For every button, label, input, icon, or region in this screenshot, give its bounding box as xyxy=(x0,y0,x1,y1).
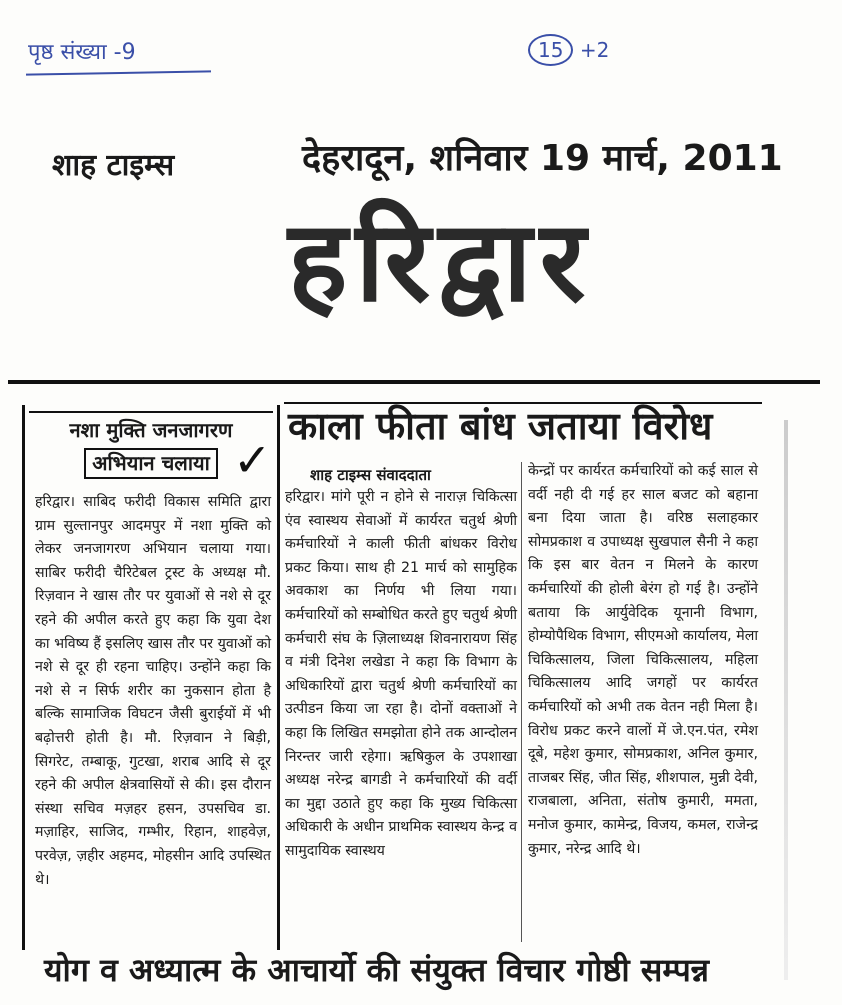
column-divider xyxy=(521,462,522,942)
handwritten-number-suffix: +2 xyxy=(579,38,610,62)
left-headline-line1: नशा मुक्ति जनजागरण xyxy=(29,411,273,444)
handwritten-underline xyxy=(26,70,211,75)
left-headline-line2: अभियान चलाया xyxy=(84,448,218,479)
handwritten-page-note: पृष्ठ संख्या -9 xyxy=(28,40,136,65)
checkmark-icon: ✓ xyxy=(233,433,272,487)
newspaper-name: शाह टाइम्स xyxy=(52,148,175,183)
main-article-headline: काला फीता बांध जताया विरोध xyxy=(288,404,713,448)
handwritten-circled-number: 15 xyxy=(528,34,573,66)
bottom-article-headline: योग व अध्यात्म के आचार्यो की संयुक्त विचार गोष्ठी सम्पन्न xyxy=(44,951,710,989)
main-article-column-1: हरिद्वार। मांगे पूरी न होने से नाराज़ चिकित्सा एंव स्वास्थय सेवाओं में कार्यरत चतुर्थ श्रेणी कर्मचारियों ने काली फीती बांधकर विरोध प्रकट किया। साथ ही 21 मार्च को सामुहिक अवकाश का निर्णय भी लिया गया। कर्मचारियों को सम्बोधित करते हुए चतुर्थ श्रेणी कर्मचारी संघ के ज़िलाध्यक्ष शिवनारायण सिंह व मंत्री दिनेश लखेडा ने कहा कि विभाग के अधिकारियों द्वारा चतुर्थ श्रेणी कर्मचारियों का उत्पीडन किया जा रहा है। दोनों वक्ताओं ने कहा कि लिखित समझोता होने तक आन्दोलन निरन्तर जारी रहेगा। ऋषिकुल के उपशाखा अध्यक्ष नरेन्द्र बागडी ने कर्मचारियों की वर्दी का मुद्दा उठाते हुए कहा कि मुख्य चिकित्सा अधिकारी के अधीन प्राथमिक स्वास्थय केन्द्र व सामुदायिक स्वास्थय xyxy=(285,489,517,859)
scan-edge-mark xyxy=(784,420,788,980)
main-article-column-2: केन्द्रों पर कार्यरत कर्मचारियों को कई साल से वर्दी नही दी गई हर साल बजट को बहाना बना दिया जाता है। वरिष्ठ सलाहकार सोमप्रकाश व उपाध्यक्ष सुखपाल सैनी ने कहा कि इस बार वेतन न मिलने के कारण कर्मचारियों की होली बेरंग हो गई है। उन्होंने बताया कि आर्युवेदिक यूनानी विभाग, होम्योपैथिक विभाग, सीएमओ कार्यालय, मेला चिकित्सालय, जिला चिकित्सालय, महिला चिकित्सालय आदि जगहों पर कार्यरत कर्मचारियों को अभी तक वेतन नही मिला है। विरोध प्रकट करने वालों में जे.एन.पंत, रमेश दूबे, महेश कुमार, सोमप्रकाश, अनिल कुमार, ताजबर सिंह, जीत सिंह, शीशपाल, मुन्नी देवी, राजबाला, अनिता, संतोष कुमारी, ममता, मनोज कुमार, कामेन्द्र, विजय, कमल, राजेन्द्र कुमार, नरेन्द्र आदि थे। xyxy=(528,463,758,857)
section-rule xyxy=(8,380,820,384)
main-article-byline: शाह टाइम्स संवाददाता xyxy=(310,466,431,484)
section-title: हरिद्वार xyxy=(288,197,594,327)
left-article-body: हरिद्वार। साबिद फरीदी विकास समिति द्वारा ग्राम सुल्तानपुर आदमपुर में नशा मुक्ति को लेकर जनजागरण अभियान चलाया गया। साबिर फरीदी चैरिटेबल ट्रस्ट के अध्यक्ष मौ. रिज़वान ने खास तौर पर युवाओं से नशे से दूर रहने की अपील करते हुए कहा कि युवा देश का भविष्य हैं इसलिए खास तौर पर युवाओं को नशे से दूर ही रहना चाहिए। उन्होंने कहा कि नशे से न सिर्फ शरीर का नुकसान होता है बल्कि सामाजिक विघटन जैसी बुराईयों में भी बढ़ोत्तरी होती है। मौ. रिज़वान ने बिड़ी, सिगरेट, तम्बाकू, गुटखा, शराब आदि से दूर रहने की अपील क्षेत्रवासियों से की। इस दौरान संस्था सचिव मज़हर हसन, उपसचिव डा. मज़ाहिर, साजिद, गम्भीर, रिहान, शाहवेज़, परवेज़, ज़हीर अहमद, मोहसीन आदि उपस्थित थे। xyxy=(35,494,271,888)
left-article xyxy=(22,405,280,950)
handwritten-number xyxy=(528,34,609,66)
dateline: देहरादून, शनिवार 19 मार्च, 2011 xyxy=(302,138,783,179)
